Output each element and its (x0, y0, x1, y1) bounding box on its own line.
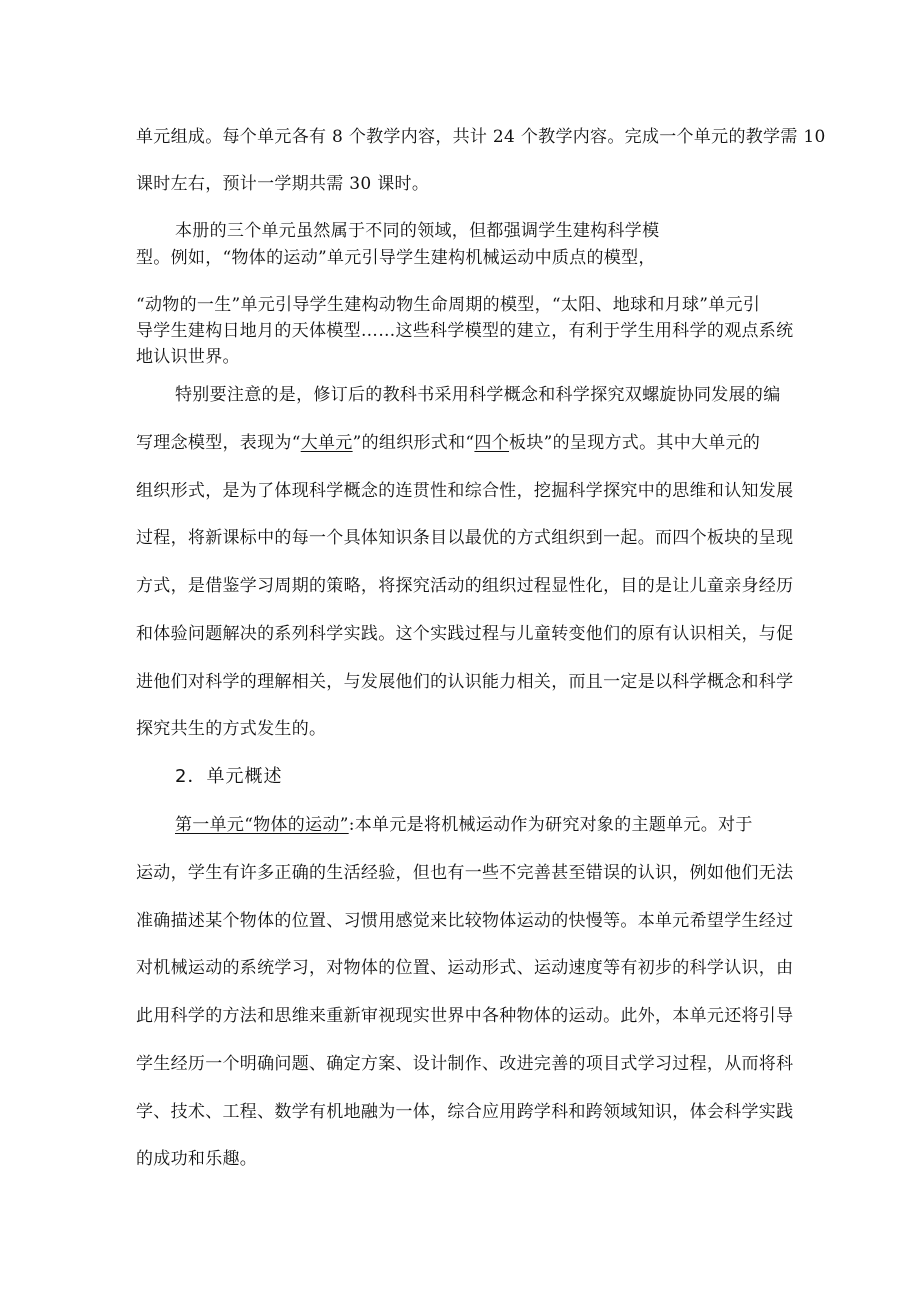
paragraph-3-line-2-text-c: 板块”的呈现方式。其中大单元的 (509, 433, 761, 453)
underlined-unit-title: 第一单元“物体的运动” (175, 815, 349, 835)
paragraph-2-line-5: 地认识世界。 (136, 347, 240, 367)
paragraph-3-line-2-text-b: ”的组织形式和“ (352, 433, 475, 453)
section-heading: 2．单元概述 (175, 766, 283, 787)
paragraph-3-line-6: 和体验问题解决的系列科学实践。这个实践过程与儿童转变他们的原有认识相关，与促 (136, 624, 794, 644)
underlined-big-unit: 大单元 (300, 433, 353, 453)
paragraph-1-line-1: 单元组成。每个单元各有 8 个教学内容，共计 24 个教学内容。完成一个单元的教学需 10 (136, 127, 826, 147)
paragraph-4-line-8: 的成功和乐趣。 (136, 1149, 258, 1169)
paragraph-3-line-1: 特别要注意的是，修订后的教科书采用科学概念和科学探究双螺旋协同发展的编 (175, 385, 781, 405)
paragraph-1-line-2: 课时左右，预计一学期共需 30 课时。 (136, 174, 430, 194)
paragraph-4-line-1-rest: :本单元是将机械运动作为研究对象的主题单元。对于 (348, 815, 753, 835)
paragraph-4-line-6: 学生经历一个明确问题、确定方案、设计制作、改进完善的项目式学习过程，从而将科 (136, 1054, 794, 1074)
paragraph-2-line-3: “动物的一生”单元引导学生建构动物生命周期的模型，“太阳、地球和月球”单元引 (136, 295, 761, 315)
paragraph-4-line-7: 学、技术、工程、数学有机地融为一体，综合应用跨学科和跨领域知识，体会科学实践 (136, 1102, 794, 1122)
paragraph-2-line-2: 型。例如，“物体的运动”单元引导学生建构机械运动中质点的模型， (136, 248, 656, 268)
paragraph-4-line-3: 准确描述某个物体的位置、习惯用感觉来比较物体运动的快慢等。本单元希望学生经过 (136, 911, 794, 931)
paragraph-4-line-4: 对机械运动的系统学习，对物体的位置、运动形式、运动速度等有初步的科学认识，由 (136, 958, 794, 978)
paragraph-3-line-5: 方式，是借鉴学习周期的策略，将探究活动的组织过程显性化，目的是让儿童亲身经历 (136, 576, 794, 596)
paragraph-3-line-2 (136, 432, 760, 454)
paragraph-3-line-3: 组织形式，是为了体现科学概念的连贯性和综合性，挖掘科学探究中的思维和认知发展 (136, 481, 794, 501)
paragraph-4-line-5: 此用科学的方法和思维来重新审视现实世界中各种物体的运动。此外，本单元还将引导 (136, 1006, 794, 1026)
underlined-four-blocks: 四个 (474, 433, 510, 453)
paragraph-3-line-8: 探究共生的方式发生的。 (136, 719, 327, 739)
paragraph-3-line-2-text-a: 写理念模型，表现为“ (136, 433, 301, 453)
paragraph-3-line-7: 进他们对科学的理解相关，与发展他们的认识能力相关，而且一定是以科学概念和科学 (136, 672, 794, 692)
paragraph-2-line-4: 导学生建构日地月的天体模型……这些科学模型的建立，有利于学生用科学的观点系统 (136, 321, 794, 341)
paragraph-4-line-2: 运动，学生有许多正确的生活经验，但也有一些不完善甚至错误的认识，例如他们无法 (136, 863, 794, 883)
paragraph-2-line-1: 本册的三个单元虽然属于不同的领域，但都强调学生建构科学模 (175, 221, 660, 241)
paragraph-4-line-1 (175, 814, 753, 836)
paragraph-3-line-4: 过程，将新课标中的每一个具体知识条目以最优的方式组织到一起。而四个板块的呈现 (136, 528, 794, 548)
